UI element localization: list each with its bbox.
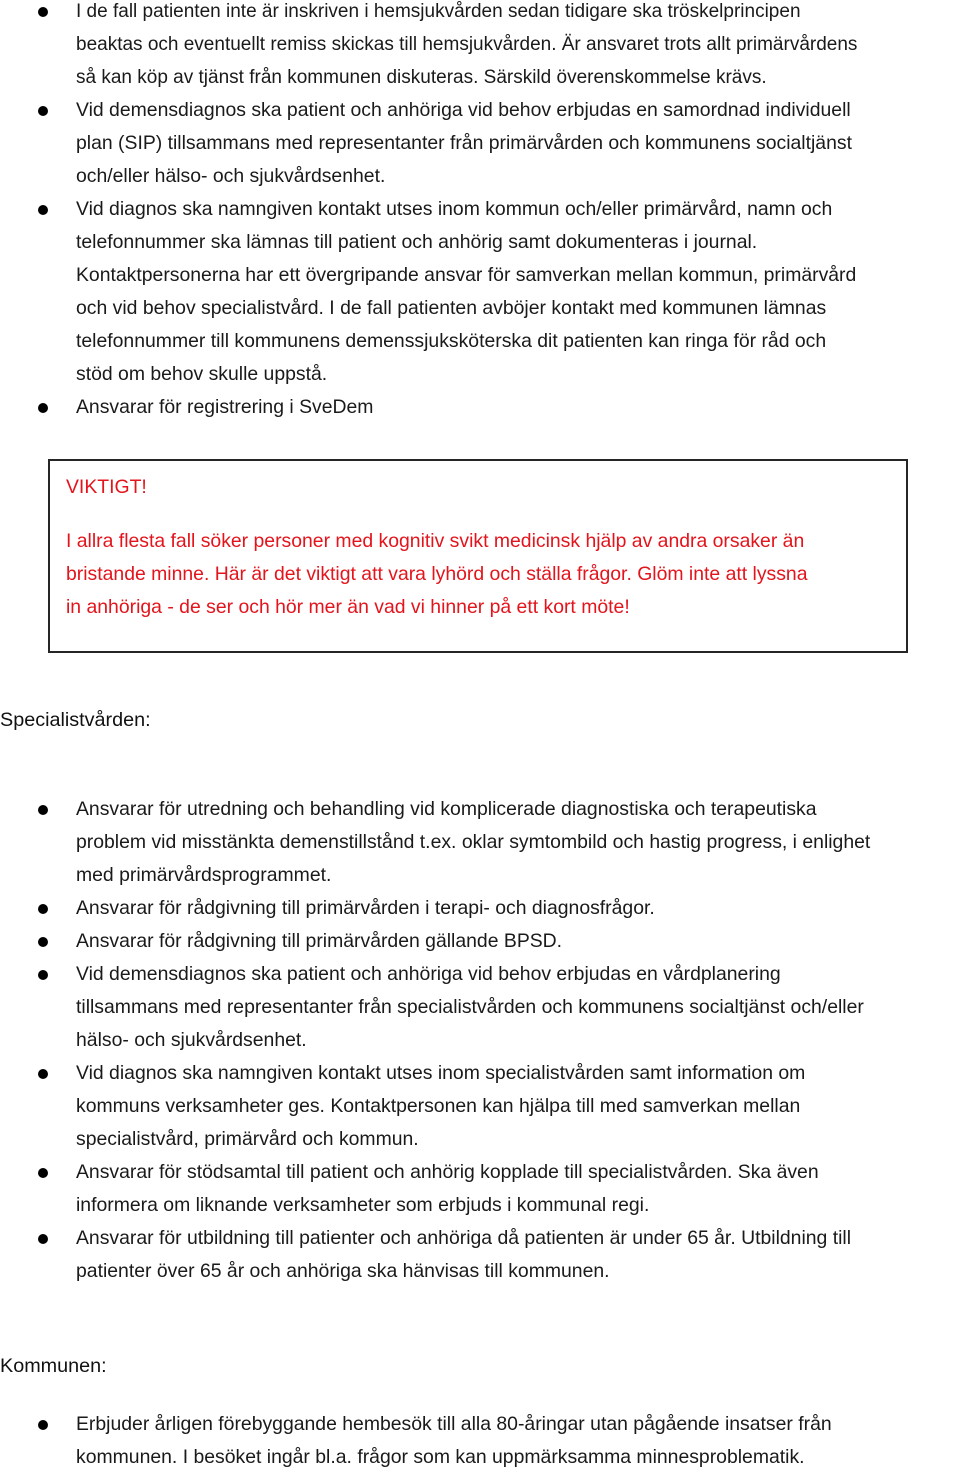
bullet-icon [38, 7, 48, 17]
bullet-icon [38, 904, 48, 914]
bullet-icon [38, 805, 48, 815]
section-heading-kommunen: Kommunen: [0, 1355, 107, 1377]
bullet-icon [38, 1420, 48, 1430]
kommunen-responsibility-list [0, 1408, 960, 1473]
list-item [0, 1222, 960, 1288]
list-item-line: beaktas och eventuellt remiss skickas till hemsjukvården. Är ansvaret trots allt primärvårdens [76, 34, 858, 55]
list-item [0, 1057, 960, 1156]
list-item-line: Ansvarar för rådgivning till primärvården gällande BPSD. [76, 930, 563, 952]
list-item-line: tillsammans med representanter från specialistvården och kommunens socialtjänst och/eller [76, 996, 864, 1018]
bullet-icon [38, 106, 48, 116]
list-item [0, 193, 960, 391]
list-item [0, 925, 960, 958]
list-item-line: I de fall patienten inte är inskriven i hemsjukvården sedan tidigare ska tröskelprincipen [76, 1, 801, 22]
section-heading-specialist: Specialistvården: [0, 709, 151, 731]
notice-line: bristande minne. Här är det viktigt att vara lyhörd och ställa frågor. Glöm inte att lyssna [66, 563, 808, 585]
list-item-line: Erbjuder årligen förebyggande hembesök till alla 80-åringar utan pågående insatser från [76, 1413, 832, 1435]
list-item-line: stöd om behov skulle uppstå. [76, 363, 328, 385]
list-item-line: Ansvarar för rådgivning till primärvården i terapi- och diagnosfrågor. [76, 897, 655, 919]
list-item-line: Vid diagnos ska namngiven kontakt utses inom kommun och/eller primärvård, namn och [76, 198, 833, 220]
list-item-line: plan (SIP) tillsammans med representanter från primärvården och kommunens socialtjänst [76, 132, 852, 154]
notice-body [66, 525, 808, 624]
list-item [0, 892, 960, 925]
list-item [0, 0, 960, 94]
list-item-line: hälso- och sjukvårdsenhet. [76, 1029, 307, 1051]
list-item-line: patienter över 65 år och anhöriga ska hänvisas till kommunen. [76, 1260, 610, 1282]
list-item-line: Ansvarar för utbildning till patienter och anhöriga då patienten är under 65 år. Utbildning till [76, 1227, 852, 1249]
list-item-line: och vid behov specialistvård. I de fall patienten avböjer kontakt med kommunen lämnas [76, 297, 827, 319]
list-item-line: Ansvarar för utredning och behandling vid komplicerade diagnostiska och terapeutiska [76, 798, 817, 820]
list-item-line: Ansvarar för registrering i SveDem [76, 396, 374, 418]
list-item-line: telefonnummer ska lämnas till patient och anhörig samt dokumenteras i journal. [76, 231, 758, 253]
notice-line: I allra flesta fall söker personer med kognitiv svikt medicinsk hjälp av andra orsaker än [66, 530, 805, 552]
list-item-line: med primärvårdsprogrammet. [76, 864, 332, 886]
list-item-line: så kan köp av tjänst från kommunen diskuteras. Särskild överenskommelse krävs. [76, 67, 767, 88]
bullet-icon [38, 937, 48, 947]
list-item-line: telefonnummer till kommunens demenssjuksköterska dit patienten kan ringa för råd och [76, 330, 827, 352]
important-notice-box [48, 459, 908, 653]
list-item-line: Vid demensdiagnos ska patient och anhöriga vid behov erbjudas en vårdplanering [76, 963, 781, 985]
list-item [0, 1408, 960, 1473]
list-item-line: kommuns verksamheter ges. Kontaktpersonen kan hjälpa till med samverkan mellan [76, 1095, 801, 1117]
list-item [0, 958, 960, 1057]
list-item [0, 1156, 960, 1222]
list-item-line: kommunen. I besöket ingår bl.a. frågor som kan uppmärksamma minnesproblematik. [76, 1446, 805, 1468]
list-item-line: informera om liknande verksamheter som erbjuds i kommunal regi. [76, 1194, 650, 1216]
bullet-icon [38, 403, 48, 413]
bullet-icon [38, 205, 48, 215]
bullet-icon [38, 970, 48, 980]
bullet-icon [38, 1168, 48, 1178]
notice-line: in anhöriga - de ser och hör mer än vad vi hinner på ett kort möte! [66, 596, 630, 618]
list-item-line: och/eller hälso- och sjukvårdsenhet. [76, 165, 386, 187]
list-item-line: problem vid misstänkta demenstillstånd t.ex. oklar symtombild och hastig progress, i enlighet [76, 831, 871, 853]
bullet-icon [38, 1069, 48, 1079]
list-item [0, 94, 960, 193]
list-item-line: specialistvård, primärvård och kommun. [76, 1128, 419, 1150]
list-item-line: Kontaktpersonerna har ett övergripande ansvar för samverkan mellan kommun, primärvård [76, 264, 857, 286]
bullet-icon [38, 1234, 48, 1244]
list-item [0, 793, 960, 892]
list-item-line: Vid demensdiagnos ska patient och anhöriga vid behov erbjudas en samordnad individuell [76, 99, 851, 121]
specialist-responsibility-list [0, 793, 960, 1288]
notice-title: VIKTIGT! [66, 476, 147, 498]
list-item [0, 391, 960, 424]
list-item-line: Ansvarar för stödsamtal till patient och anhörig kopplade till specialistvården. Ska även [76, 1161, 819, 1183]
list-item-line: Vid diagnos ska namngiven kontakt utses inom specialistvården samt information om [76, 1062, 806, 1084]
primarvard-responsibility-list [0, 0, 960, 424]
